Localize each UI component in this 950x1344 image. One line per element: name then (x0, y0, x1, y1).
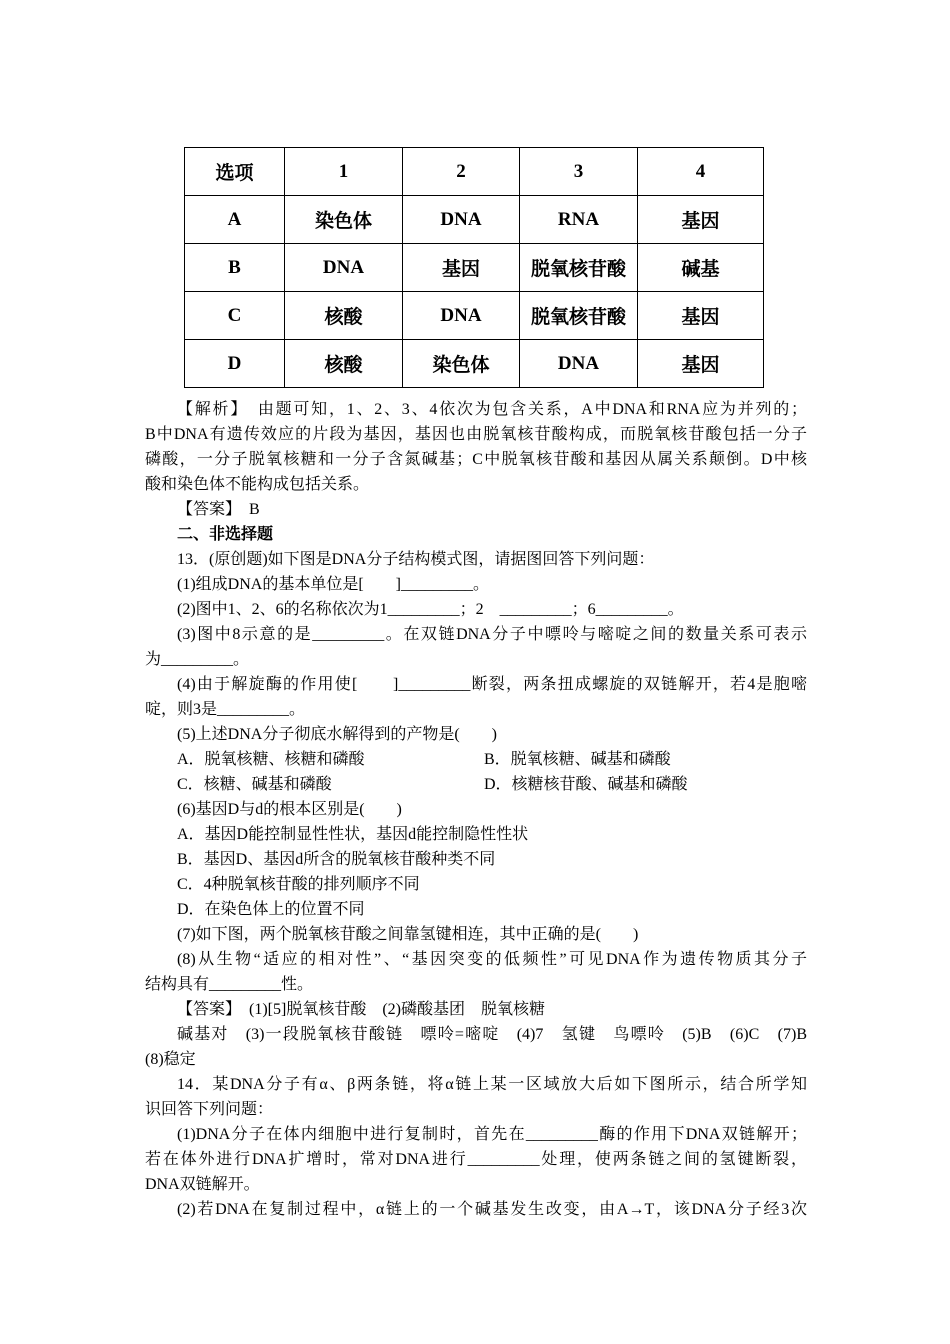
table-cell: 基因 (638, 340, 764, 388)
table-cell: 基因 (638, 292, 764, 340)
table-cell: RNA (520, 196, 638, 244)
question-line: 识回答下列问题： (145, 1101, 274, 1118)
question-13-stem: 13．(原创题)如下图是DNA分子结构模式图，请据图回答下列问题： (177, 551, 655, 568)
choice-item: B．基因D、基因d所含的脱氧核苷酸种类不同 (177, 851, 496, 868)
question-line: (8)从生物“适应的相对性”、“基因突变的低频性”可见DNA作为遗传物质其分子 (177, 951, 807, 968)
choice-item: A．脱氧核糖、核糖和磷酸 (177, 751, 365, 768)
table-cell: 脱氧核苷酸 (520, 244, 638, 292)
section-heading: 二、非选择题 (177, 526, 274, 543)
question-line: (7)如下图，两个脱氧核苷酸之间靠氢键相连，其中正确的是( ) (177, 926, 639, 943)
analysis-line: B中DNA有遗传效应的片段为基因，基因也由脱氧核苷酸构成，而脱氧核苷酸包括一分子 (145, 426, 807, 443)
answer-line: (8)稳定 (145, 1051, 196, 1068)
table-row (185, 292, 764, 340)
table-cell: DNA (285, 244, 403, 292)
question-line: (2)图中1、2、6的名称依次为1_________；2 _________；6_________。 (177, 601, 684, 618)
table-cell: 基因 (403, 244, 520, 292)
table-header-cell: 选项 (185, 148, 285, 196)
question-14-stem: 14．某DNA分子有α、β两条链，将α链上某一区域放大后如下图所示，结合所学知 (177, 1076, 807, 1093)
table-row (185, 340, 764, 388)
answer-line: 碱基对 (3)一段脱氧核苷酸链 嘌呤=嘧啶 (4)7 氢键 鸟嘌呤 (5)B (6)C (7)B (177, 1026, 807, 1043)
question-line: (1)DNA分子在体内细胞中进行复制时，首先在_________酶的作用下DNA双链解开； (177, 1126, 807, 1143)
table-header-row (185, 148, 764, 196)
analysis-line: 【解析】 由题可知，1、2、3、4依次为包含关系，A中DNA和RNA应为并列的； (177, 401, 807, 418)
question-line: 结构具有_________性。 (145, 976, 314, 993)
question-line: (1)组成DNA的基本单位是[ ]_________。 (177, 576, 489, 593)
choice-item: C．核糖、碱基和磷酸 (177, 776, 332, 793)
table-cell: 染色体 (285, 196, 403, 244)
table-header-cell: 4 (638, 148, 764, 196)
choice-item: A．基因D能控制显性性状，基因d能控制隐性性状 (177, 826, 529, 843)
question-line: DNA双链解开。 (145, 1176, 260, 1193)
choice-item: D．在染色体上的位置不同 (177, 901, 365, 918)
table-row (185, 244, 764, 292)
question-line: 啶，则3是_________。 (145, 701, 306, 718)
table-cell: D (185, 340, 285, 388)
table-header-cell: 3 (520, 148, 638, 196)
table-header-cell: 2 (403, 148, 520, 196)
table-cell: 核酸 (285, 340, 403, 388)
table-cell: 核酸 (285, 292, 403, 340)
choice-item: B．脱氧核糖、碱基和磷酸 (484, 751, 671, 768)
table-cell: DNA (403, 196, 520, 244)
table-cell: B (185, 244, 285, 292)
table-cell: DNA (403, 292, 520, 340)
choice-item: D．核糖核苷酸、碱基和磷酸 (484, 776, 688, 793)
question-line: 若在体外进行DNA扩增时，常对DNA进行_________处理，使两条链之间的氢键断裂， (145, 1151, 807, 1168)
table-cell: 脱氧核苷酸 (520, 292, 638, 340)
table-cell: 基因 (638, 196, 764, 244)
table-cell: DNA (520, 340, 638, 388)
question-line: (6)基因D与d的根本区别是( ) (177, 801, 402, 818)
table-cell: C (185, 292, 285, 340)
table-row (185, 196, 764, 244)
analysis-line: 酸和染色体不能构成包括关系。 (145, 476, 370, 493)
question-line: 为_________。 (145, 651, 250, 668)
answer-line: 【答案】 (1)[5]脱氧核苷酸 (2)磷酸基团 脱氧核糖 (177, 1001, 545, 1018)
question-line: (2)若DNA在复制过程中，α链上的一个碱基发生改变，由A→T，该DNA分子经3次 (177, 1201, 807, 1218)
question-line: (3)图中8示意的是_________。在双链DNA分子中嘌呤与嘧啶之间的数量关系可表示 (177, 626, 807, 643)
options-table (184, 147, 764, 388)
table-cell: 碱基 (638, 244, 764, 292)
question-line: (4)由于解旋酶的作用使[ ]_________断裂，两条扭成螺旋的双链解开，若4是胞嘧 (177, 676, 807, 693)
table-cell: 染色体 (403, 340, 520, 388)
analysis-line: 磷酸，一分子脱氧核糖和一分子含氮碱基；C中脱氧核苷酸和基因从属关系颠倒。D中核 (145, 451, 807, 468)
question-line: (5)上述DNA分子彻底水解得到的产物是( ) (177, 726, 497, 743)
table-header-cell: 1 (285, 148, 403, 196)
choice-item: C．4种脱氧核苷酸的排列顺序不同 (177, 876, 420, 893)
table-cell: A (185, 196, 285, 244)
answer-line: 【答案】 B (177, 501, 260, 518)
